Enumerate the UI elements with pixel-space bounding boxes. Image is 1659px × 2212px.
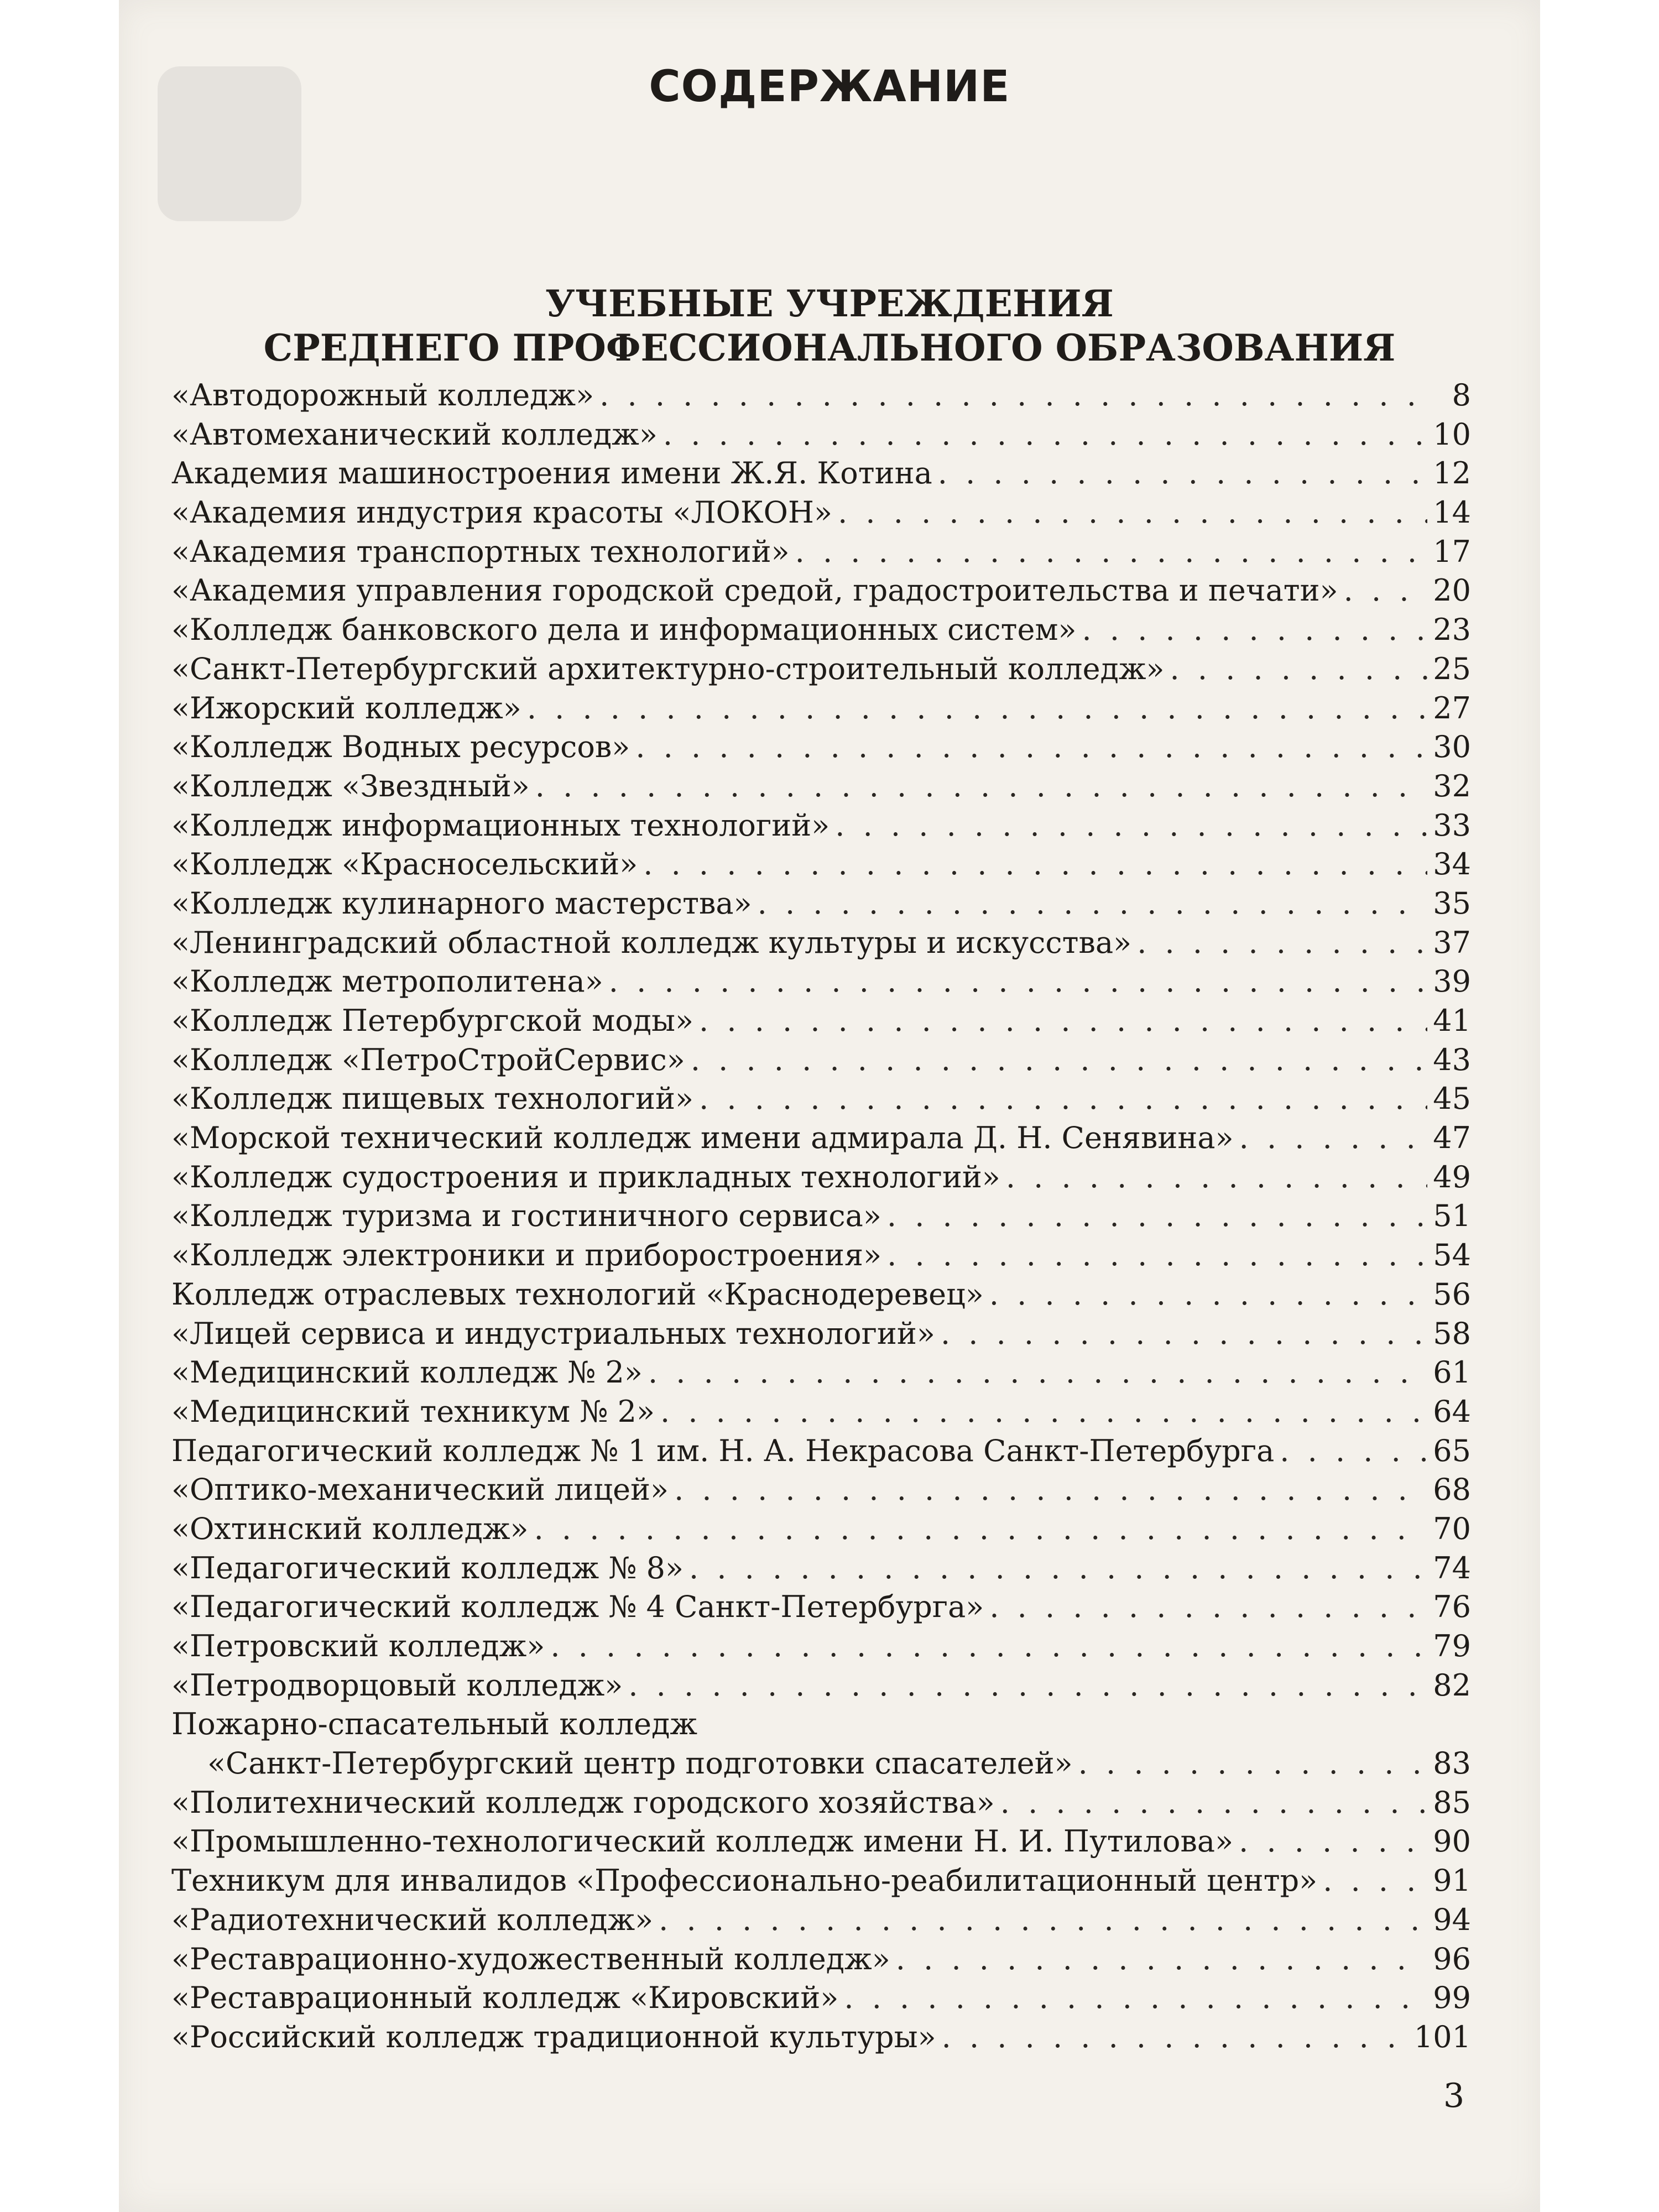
toc-entry (171, 962, 1471, 1001)
toc-entry (171, 1353, 1471, 1392)
toc-entry-title: «Колледж Водных ресурсов» (171, 729, 630, 765)
toc-leader-dots (660, 1392, 1427, 1432)
toc-leader-dots (643, 845, 1427, 884)
toc-leader-dots (844, 1979, 1427, 2018)
toc-entry-page: 8 (1452, 378, 1471, 413)
toc-entry-title: «Педагогический колледж № 8» (171, 1550, 684, 1585)
toc-entry (171, 767, 1471, 806)
toc-entry-page: 17 (1433, 534, 1471, 569)
toc-leader-dots (1323, 1861, 1427, 1901)
toc-leader-dots (534, 1510, 1428, 1549)
toc-entry (171, 1197, 1471, 1236)
toc-entry-page: 54 (1433, 1238, 1471, 1273)
page-number: 3 (1443, 2077, 1465, 2115)
toc-entry-page: 68 (1433, 1472, 1471, 1507)
toc-leader-dots (674, 1470, 1427, 1510)
toc-leader-dots (689, 1549, 1427, 1588)
toc-entry (171, 1314, 1471, 1354)
toc-entry-title: «Морской технический колледж имени адмирала Д. Н. Сенявина» (171, 1120, 1234, 1156)
toc-entry (171, 845, 1471, 884)
toc-entry (171, 1783, 1471, 1823)
toc-leader-dots (1170, 650, 1428, 689)
toc-entry (171, 376, 1471, 415)
toc-leader-dots (835, 806, 1427, 846)
toc-entry-page: 76 (1433, 1589, 1471, 1625)
table-of-contents (171, 376, 1471, 2057)
toc-entry (171, 1861, 1471, 1901)
toc-entry-title: «Санкт-Петербургский архитектурно-строительный колледж» (171, 651, 1165, 686)
toc-entry-page: 27 (1433, 690, 1471, 726)
toc-entry (171, 924, 1471, 963)
toc-entry (171, 415, 1471, 455)
toc-entry-title: «Колледж «ПетроСтройСервис» (171, 1042, 685, 1077)
toc-entry-title: «Колледж судостроения и прикладных технологий» (171, 1159, 1000, 1194)
toc-entry-title: «Реставрационно-художественный колледж» (171, 1941, 890, 1976)
toc-entry-title: «Санкт-Петербургский центр подготовки спасателей» (207, 1746, 1073, 1781)
toc-entry-title: «Медицинский колледж № 2» (171, 1355, 643, 1390)
toc-leader-dots (609, 962, 1428, 1001)
toc-entry-title: «Политехнический колледж городского хозяйства» (171, 1785, 995, 1820)
toc-leader-dots (663, 415, 1427, 455)
toc-leader-dots (550, 1627, 1427, 1666)
toc-entry-page: 94 (1433, 1902, 1471, 1937)
toc-leader-dots (1137, 924, 1427, 963)
toc-entry-title: «Академия управления городской средой, градостроительства и печати» (171, 573, 1338, 608)
toc-entry (171, 728, 1471, 767)
toc-leader-dots (527, 689, 1427, 728)
toc-entry (171, 571, 1471, 611)
toc-entry-page: 10 (1433, 416, 1471, 452)
toc-entry-page: 90 (1433, 1824, 1471, 1859)
toc-leader-dots (628, 1666, 1427, 1705)
toc-entry (171, 1705, 1471, 1744)
toc-leader-dots (887, 1236, 1427, 1275)
toc-leader-dots (941, 1314, 1427, 1354)
section-heading-line2: СРЕДНЕГО ПРОФЕССИОНАЛЬНОГО ОБРАЗОВАНИЯ (263, 326, 1396, 369)
toc-leader-dots (942, 2018, 1408, 2057)
toc-entry-page: 74 (1433, 1550, 1471, 1585)
toc-leader-dots (896, 1940, 1428, 1979)
toc-leader-dots (1239, 1822, 1427, 1861)
toc-entry (171, 1666, 1471, 1705)
toc-entry-page: 64 (1433, 1394, 1471, 1429)
toc-entry-title: «Колледж «Звездный» (171, 768, 530, 804)
toc-entry (171, 1510, 1471, 1549)
toc-entry (171, 1079, 1471, 1119)
toc-entry-page: 65 (1433, 1433, 1471, 1468)
toc-entry-page: 58 (1433, 1316, 1471, 1351)
page-title: СОДЕРЖАНИЕ (649, 62, 1010, 112)
toc-entry-page: 34 (1433, 847, 1471, 882)
toc-entry-page: 70 (1433, 1511, 1471, 1546)
toc-entry (171, 493, 1471, 533)
toc-entry (171, 1588, 1471, 1627)
toc-leader-dots (599, 376, 1432, 415)
toc-entry-page: 82 (1433, 1667, 1471, 1703)
toc-entry (171, 1041, 1471, 1080)
section-heading-line1: УЧЕБНЫЕ УЧРЕЖДЕНИЯ (545, 282, 1114, 325)
toc-entry-page: 39 (1433, 964, 1471, 999)
toc-entry-title: «Колледж электроники и приборостроения» (171, 1238, 882, 1273)
toc-entry-page: 96 (1433, 1941, 1471, 1976)
toc-leader-dots (758, 884, 1428, 924)
toc-entry-page: 83 (1433, 1746, 1471, 1781)
toc-entry-title: «Академия индустрия красоты «ЛОКОН» (171, 495, 833, 530)
toc-entry-title: «Колледж информационных технологий» (171, 807, 830, 843)
toc-entry (171, 1744, 1471, 1783)
toc-entry (171, 1001, 1471, 1041)
toc-entry-title: «Петродворцовый колледж» (171, 1667, 623, 1703)
toc-leader-dots (989, 1275, 1427, 1314)
toc-entry-title: «Российский колледж традиционной культуры» (171, 2019, 936, 2054)
toc-entry-page: 41 (1433, 1003, 1471, 1038)
toc-entry-title: «Академия транспортных технологий» (171, 534, 790, 569)
toc-entry-title: «Петровский колледж» (171, 1629, 545, 1663)
toc-leader-dots (838, 493, 1427, 533)
toc-entry (171, 1979, 1471, 2018)
toc-entry-title: «Колледж пищевых технологий» (171, 1081, 694, 1117)
toc-entry-title: «Охтинский колледж» (171, 1511, 529, 1546)
toc-entry-page: 20 (1433, 573, 1471, 608)
toc-entry-title: «Педагогический колледж № 4 Санкт-Петербурга» (171, 1589, 984, 1625)
toc-entry (171, 1940, 1471, 1979)
toc-entry-title: «Реставрационный колледж «Кировский» (171, 1980, 839, 2016)
toc-leader-dots (699, 1079, 1427, 1119)
toc-entry (171, 454, 1471, 493)
toc-entry-page: 101 (1413, 2019, 1471, 2054)
toc-entry-page: 43 (1433, 1042, 1471, 1077)
toc-entry (171, 1549, 1471, 1588)
toc-entry-page: 25 (1433, 651, 1471, 686)
toc-entry-title: «Колледж «Красносельский» (171, 847, 638, 882)
toc-entry-page: 35 (1433, 885, 1471, 921)
toc-entry (171, 1119, 1471, 1158)
toc-entry-page: 49 (1433, 1159, 1471, 1194)
toc-entry (171, 2018, 1471, 2057)
toc-entry-title: «Ижорский колледж» (171, 690, 521, 726)
toc-entry-title: «Автомеханический колледж» (171, 416, 658, 452)
toc-entry (171, 1901, 1471, 1940)
toc-leader-dots (659, 1901, 1427, 1940)
toc-entry (171, 689, 1471, 728)
toc-entry-title: «Медицинский техникум № 2» (171, 1394, 655, 1429)
toc-entry-title: «Колледж Петербургской моды» (171, 1003, 694, 1038)
toc-entry-page: 79 (1433, 1629, 1471, 1663)
toc-entry-title: Колледж отраслевых технологий «Краснодеревец» (171, 1276, 984, 1312)
toc-leader-dots (1006, 1158, 1427, 1197)
toc-entry-title: Техникум для инвалидов «Профессионально-реабилитационный центр» (171, 1863, 1318, 1898)
toc-entry-title: Академия машиностроения имени Ж.Я. Котина (171, 456, 932, 491)
toc-entry (171, 1432, 1471, 1471)
toc-entry-title: «Колледж банковского дела и информационных систем» (171, 612, 1077, 648)
toc-entry (171, 611, 1471, 650)
toc-leader-dots (989, 1588, 1427, 1627)
toc-entry (171, 1822, 1471, 1861)
toc-leader-dots (691, 1041, 1427, 1080)
toc-leader-dots (1280, 1432, 1427, 1471)
toc-leader-dots (938, 454, 1428, 493)
toc-entry-page: 45 (1433, 1081, 1471, 1117)
toc-leader-dots (1344, 571, 1428, 611)
toc-entry-page: 61 (1433, 1355, 1471, 1390)
toc-entry-title: «Колледж метрополитена» (171, 964, 603, 999)
toc-entry-title: «Лицей сервиса и индустриальных технологий» (171, 1316, 935, 1351)
toc-leader-dots (699, 1001, 1427, 1041)
toc-entry-page: 37 (1433, 925, 1471, 960)
toc-entry-title: «Колледж туризма и гостиничного сервиса» (171, 1198, 881, 1234)
toc-entry (171, 1275, 1471, 1314)
toc-entry (171, 806, 1471, 846)
toc-entry-title: «Ленинградский областной колледж культуры и искусства» (171, 925, 1132, 960)
toc-entry-title: «Оптико-механический лицей» (171, 1472, 669, 1507)
toc-entry (171, 533, 1471, 572)
toc-entry (171, 1470, 1471, 1510)
toc-leader-dots (795, 533, 1428, 572)
toc-leader-dots (648, 1353, 1427, 1392)
toc-entry (171, 1392, 1471, 1432)
toc-entry-title: Пожарно-спасательный колледж (171, 1707, 698, 1742)
toc-entry (171, 884, 1471, 924)
toc-entry (171, 1158, 1471, 1197)
toc-leader-dots (535, 767, 1428, 806)
toc-entry-page: 30 (1433, 729, 1471, 765)
toc-leader-dots (1000, 1783, 1428, 1823)
book-page (119, 0, 1540, 2212)
toc-entry-page: 23 (1433, 612, 1471, 648)
toc-entry-title: Педагогический колледж № 1 им. Н. А. Некрасова Санкт-Петербурга (171, 1433, 1275, 1468)
toc-entry-page: 99 (1433, 1980, 1471, 2016)
toc-entry-page: 33 (1433, 807, 1471, 843)
toc-entry-page: 14 (1433, 495, 1471, 530)
toc-entry-page: 32 (1433, 768, 1471, 804)
toc-entry (171, 650, 1471, 689)
toc-leader-dots (635, 728, 1427, 767)
toc-entry-title: «Промышленно-технологический колледж имени Н. И. Путилова» (171, 1824, 1234, 1859)
toc-entry-title: «Автодорожный колледж» (171, 378, 594, 413)
toc-entry-page: 12 (1433, 456, 1471, 491)
toc-entry-page: 47 (1433, 1120, 1471, 1156)
toc-entry-page: 51 (1433, 1198, 1471, 1234)
toc-leader-dots (887, 1197, 1427, 1236)
toc-entry-page: 91 (1433, 1863, 1471, 1898)
toc-leader-dots (1082, 611, 1428, 650)
toc-entry (171, 1236, 1471, 1275)
toc-entry-page: 56 (1433, 1276, 1471, 1312)
toc-leader-dots (1239, 1119, 1428, 1158)
toc-entry-page: 85 (1433, 1785, 1471, 1820)
toc-entry (171, 1627, 1471, 1666)
toc-entry-title: «Радиотехнический колледж» (171, 1902, 654, 1937)
toc-leader-dots (1078, 1744, 1428, 1783)
toc-entry-title: «Колледж кулинарного мастерства» (171, 885, 752, 921)
